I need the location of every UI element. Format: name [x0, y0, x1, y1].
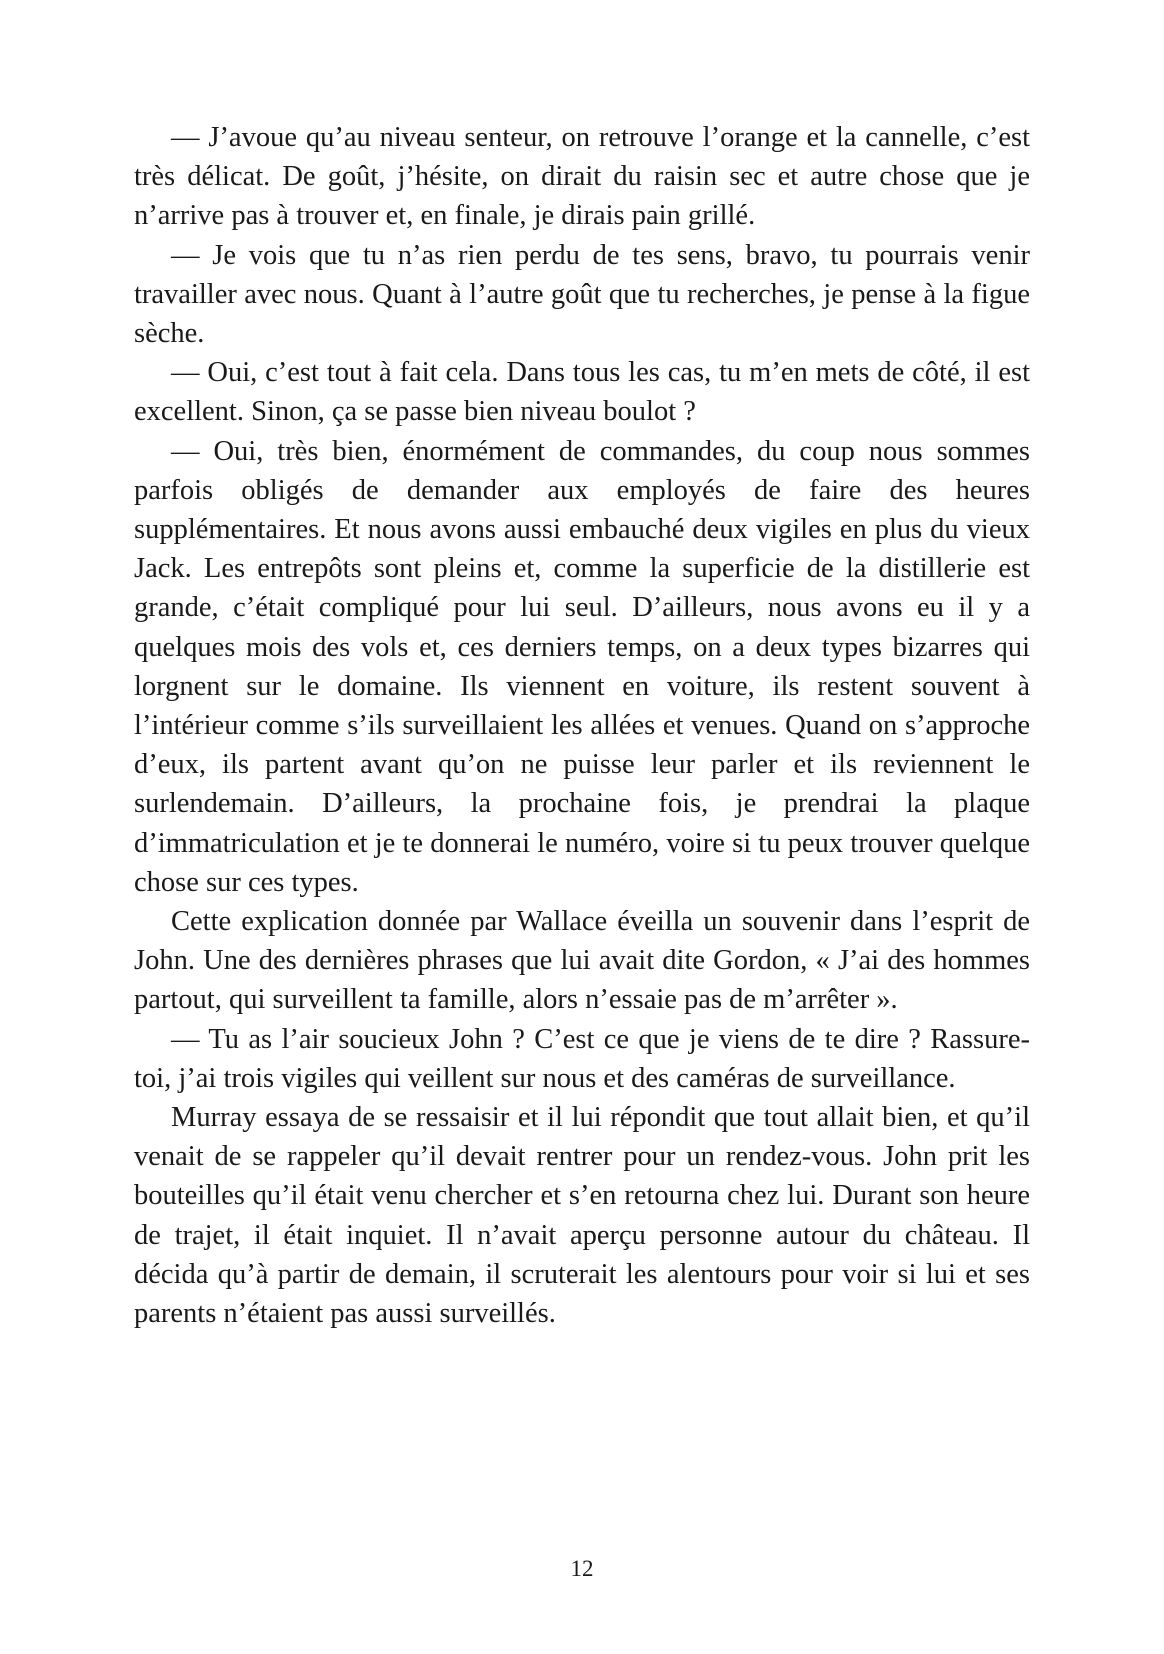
paragraph: Cette explication donnée par Wallace éveilla un souvenir dans l’esprit de John. Une des dernières phrases que lui avait dite Gordon, « J’ai des hommes partout, qui surveillent ta famille, alors n’essaie pas de m’arrêter ». [134, 906, 1030, 1016]
paragraph: — Oui, c’est tout à fait cela. Dans tous les cas, tu m’en mets de côté, il est excellent. Sinon, ça se passe bien niveau boulot ? [134, 357, 1030, 428]
paragraph: — Tu as l’air soucieux John ? C’est ce que je viens de te dire ? Rassure-toi, j’ai trois vigiles qui veillent sur nous et des caméras de surveillance. [134, 1023, 1030, 1094]
paragraph: Murray essaya de se ressaisir et il lui répondit que tout allait bien, et qu’il venait de se rappeler qu’il devait rentrer pour un rendez-vous. John prit les bouteilles qu’il était venu chercher et s’en retourna chez lui. Durant son heure de trajet, il était inquiet. Il n’avait aperçu personne autour du château. Il décida qu’à partir de demain, il scruterait les alentours pour voir si lui et ses parents n’étaient pas aussi surveillés. [134, 1102, 1030, 1330]
paragraph: — Je vois que tu n’as rien perdu de tes sens, bravo, tu pourrais venir travailler avec nous. Quant à l’autre goût que tu recherches, je pense à la figue sèche. [134, 239, 1030, 350]
body-text [134, 118, 1030, 1333]
paragraph: — Oui, très bien, énormément de commandes, du coup nous sommes parfois obligés de demander aux employés de faire des heures supplémentaires. Et nous avons aussi embauché deux vigiles en plus du vieux Jack. Les entrepôts sont pleins et, comme la superficie de la distillerie est grande, c’était compliqué pour lui seul. D’ailleurs, nous avons eu il y a quelques mois des vols et, ces derniers temps, on a deux types bizarres qui lorgnent sur le domaine. Ils viennent en voiture, ils restent souvent à l’intérieur comme s’ils surveillaient les allées et venues. Quand on s’approche d’eux, ils partent avant qu’on ne puisse leur parler et ils reviennent le surlendemain. D’ailleurs, la prochaine fois, je prendrai la plaque d’immatriculation et je te donnerai le numéro, voire si tu peux trouver quelque chose sur ces types. [134, 435, 1030, 898]
paragraph: — J’avoue qu’au niveau senteur, on retrouve l’orange et la cannelle, c’est très délicat. De goût, j’hésite, on dirait du raisin sec et autre chose que je n’arrive pas à trouver et, en finale, je dirais pain grillé. [134, 122, 1030, 232]
page-number: 12 [570, 1556, 594, 1581]
